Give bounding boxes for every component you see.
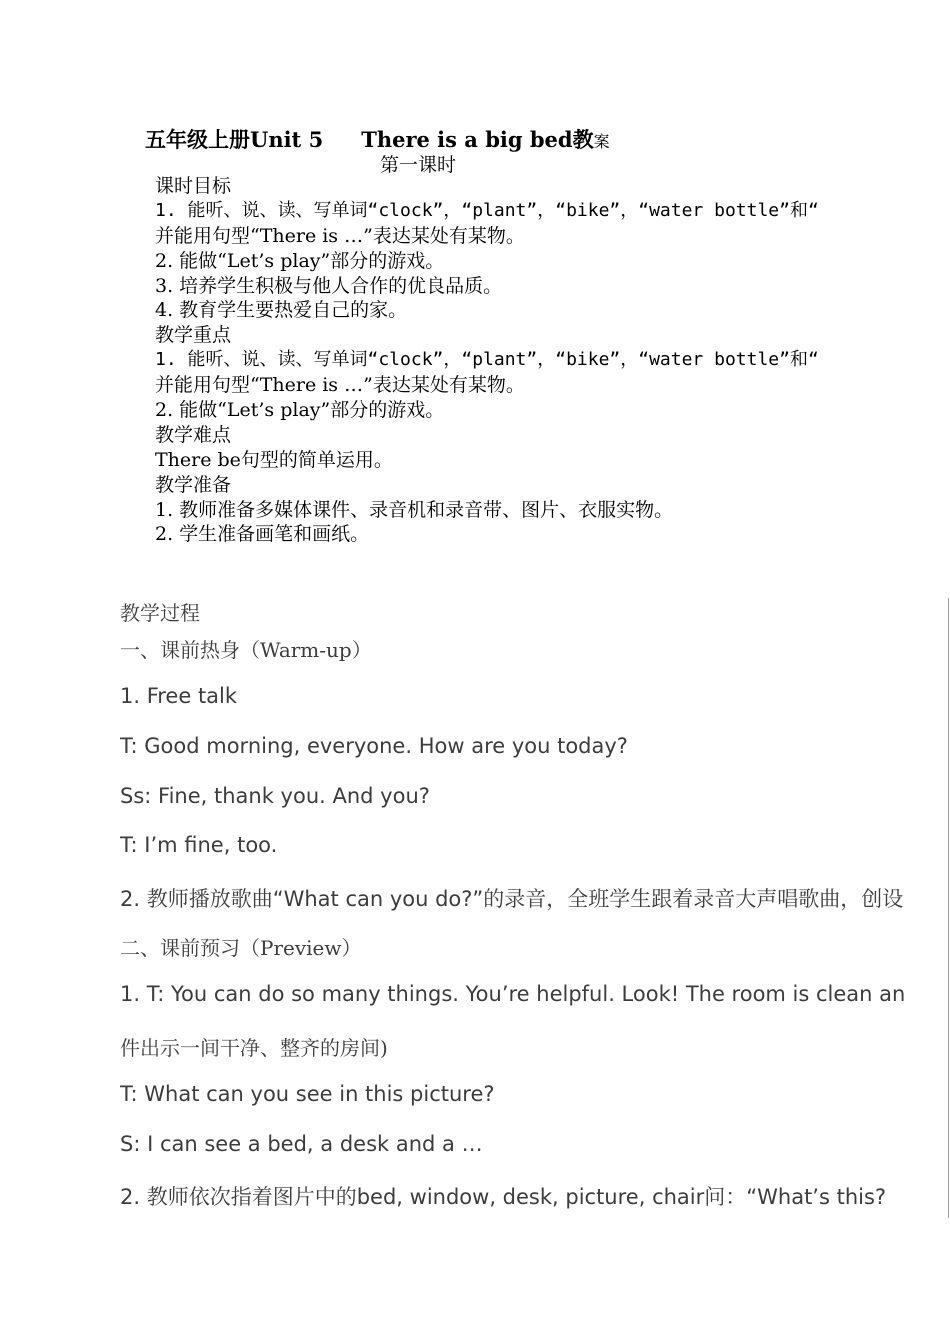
process-line: T: Good morning, everyone. How are you today? <box>120 734 628 758</box>
title-suffix: 案 <box>593 132 610 151</box>
process-line: 1. T: You can do so many things. You’re helpful. Look! The room is clean an <box>120 982 906 1006</box>
plan-line: 2. 能做“Let’s play”部分的游戏。 <box>155 249 445 272</box>
plan-heading-key-points: 教学重点 <box>155 324 232 347</box>
process-step-warmup: 一、课前热身（Warm-up） <box>120 638 372 662</box>
process-line: 2. 教师依次指着图片中的bed, window, desk, picture, chair问：“What’s this? <box>120 1185 887 1209</box>
process-step-preview: 二、课前预习（Preview） <box>120 936 362 960</box>
plan-heading-difficulties: 教学难点 <box>155 423 232 446</box>
plan-line: There be句型的简单运用。 <box>155 448 393 471</box>
plan-line: 并能用句型“There is …”表达某处有某物。 <box>155 374 525 397</box>
process-line: 件出示一间干净、整齐的房间) <box>120 1036 388 1060</box>
process-line: T: What can you see in this picture? <box>120 1082 495 1106</box>
plan-line: 1. 能听、说、读、写单词“clock”，“plant”，“bike”，“water bottle”和“ <box>155 199 819 221</box>
plan-line: 1. 能听、说、读、写单词“clock”，“plant”，“bike”，“water bottle”和“ <box>155 349 819 371</box>
plan-heading-objectives: 课时目标 <box>155 175 232 197</box>
plan-line: 2. 能做“Let’s play”部分的游戏。 <box>155 399 445 422</box>
title-grade-unit: 五年级上册Unit 5 <box>145 127 324 152</box>
process-line: Ss: Fine, thank you. And you? <box>120 784 430 808</box>
plan-line: 4. 教育学生要热爱自己的家。 <box>155 299 408 322</box>
title-lesson-name: There is a big bed教 <box>361 127 594 152</box>
plan-line: 1. 教师准备多媒体课件、录音机和录音带、图片、衣服实物。 <box>155 498 674 521</box>
plan-line: 并能用句型“There is …”表达某处有某物。 <box>155 224 525 247</box>
plan-line: 3. 培养学生积极与他人合作的优良品质。 <box>155 274 503 297</box>
process-line: 2. 教师播放歌曲“What can you do?”的录音，全班学生跟着录音大声唱歌曲，创设 <box>120 887 904 911</box>
lesson-plan-section <box>155 174 950 547</box>
process-line: T: I’m fine, too. <box>120 833 278 857</box>
process-heading: 教学过程 <box>120 601 200 625</box>
lesson-period: 第一课时 <box>380 154 457 176</box>
plan-line: 2. 学生准备画笔和画纸。 <box>155 523 370 546</box>
process-line: S: I can see a bed, a desk and a … <box>120 1132 483 1156</box>
process-line: 1. Free talk <box>120 684 238 708</box>
document-title <box>145 124 610 154</box>
plan-heading-preparation: 教学准备 <box>155 473 232 496</box>
